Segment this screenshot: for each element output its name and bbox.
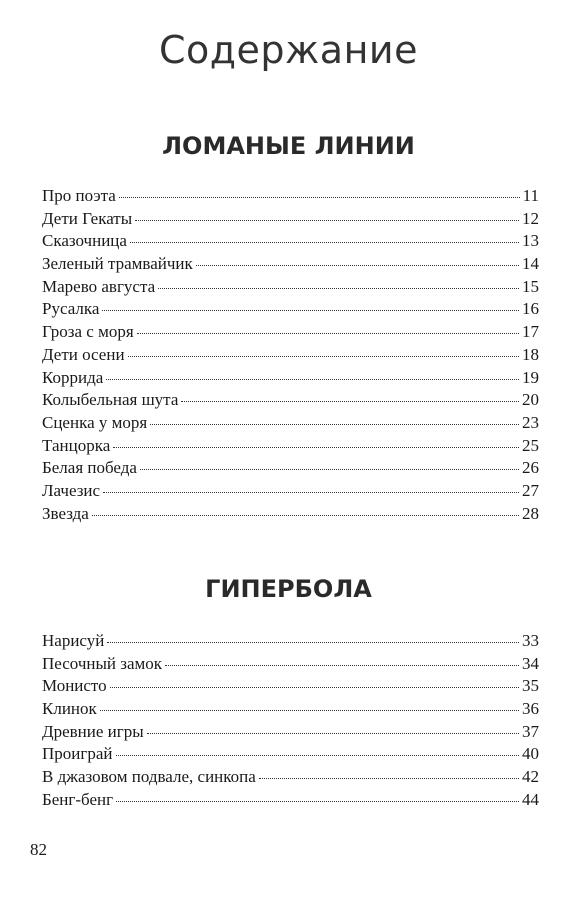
toc-entry-title: Нарисуй <box>42 631 105 650</box>
toc-entry-title: Дети Гекаты <box>42 208 133 228</box>
toc-entry <box>42 743 539 766</box>
toc-entry-page: 36 <box>522 699 539 719</box>
dot-leader <box>100 710 519 711</box>
toc-entry-title: Гроза с моря <box>42 322 134 342</box>
toc-entry <box>42 675 539 698</box>
toc-list-lomanye-linii <box>42 185 539 525</box>
dot-leader <box>181 401 519 402</box>
toc-entry-title: Древние игры <box>42 721 144 741</box>
toc-entry-page: 40 <box>522 744 539 764</box>
page-title: Содержание <box>159 28 418 72</box>
dot-leader <box>92 515 519 516</box>
toc-entry-title: Бенг-бенг <box>42 789 114 809</box>
dot-leader <box>137 333 519 334</box>
toc-entry <box>42 412 539 435</box>
toc-entry-page: 35 <box>522 676 539 696</box>
toc-entry <box>42 789 539 812</box>
toc-entry-page: 13 <box>522 231 539 251</box>
toc-entry-page: 27 <box>522 480 539 500</box>
toc-entry <box>42 185 539 208</box>
toc-entry-page: 37 <box>522 721 539 741</box>
dot-leader <box>128 356 519 357</box>
dot-leader <box>119 197 520 198</box>
page-number: 82 <box>30 840 47 859</box>
toc-entry-title: В джазовом подвале, синкопа <box>42 767 256 787</box>
toc-entry <box>42 276 539 299</box>
section-title-giperbola: ГИПЕРБОЛА <box>205 575 372 603</box>
toc-entry-page: 14 <box>522 254 539 274</box>
toc-entry-page: 19 <box>522 367 539 387</box>
dot-leader <box>165 665 519 666</box>
dot-leader <box>106 379 519 380</box>
toc-entry-title: Лачезис <box>42 480 101 500</box>
toc-entry-page: 25 <box>522 435 539 455</box>
toc-entry <box>42 503 539 526</box>
dot-leader <box>147 733 519 734</box>
toc-entry-page: 11 <box>522 186 539 205</box>
toc-entry-title: Русалка <box>42 299 100 319</box>
toc-entry-page: 33 <box>522 631 539 650</box>
toc-entry-page: 18 <box>522 344 539 364</box>
toc-entry-title: Про поэта <box>42 186 116 205</box>
toc-entry <box>42 480 539 503</box>
toc-entry-title: Монисто <box>42 676 107 696</box>
dot-leader <box>103 492 519 493</box>
toc-entry <box>42 367 539 390</box>
section-title-lomanye-linii: ЛОМАНЫЕ ЛИНИИ <box>162 132 415 160</box>
dot-leader <box>150 424 519 425</box>
dot-leader <box>113 447 519 448</box>
toc-entry <box>42 721 539 744</box>
toc-entry <box>42 298 539 321</box>
toc-entry-page: 12 <box>522 208 539 228</box>
toc-entry-title: Дети осени <box>42 344 125 364</box>
toc-entry <box>42 389 539 412</box>
toc-entry-title: Танцорка <box>42 435 111 455</box>
toc-entry <box>42 208 539 231</box>
dot-leader <box>130 242 519 243</box>
toc-entry-title: Песочный замок <box>42 653 163 673</box>
toc-entry-title: Сценка у моря <box>42 412 148 432</box>
toc-list-giperbola <box>42 630 539 812</box>
dot-leader <box>107 642 519 643</box>
toc-entry-page: 23 <box>522 412 539 432</box>
dot-leader <box>140 469 519 470</box>
toc-entry-page: 16 <box>522 299 539 319</box>
dot-leader <box>158 288 519 289</box>
toc-entry-title: Клинок <box>42 699 97 719</box>
dot-leader <box>135 220 519 221</box>
toc-entry-page: 20 <box>522 390 539 410</box>
dot-leader <box>116 801 519 802</box>
dot-leader <box>116 755 520 756</box>
dot-leader <box>196 265 519 266</box>
toc-entry <box>42 653 539 676</box>
toc-entry-page: 28 <box>522 503 539 523</box>
toc-entry <box>42 321 539 344</box>
toc-entry-title: Звезда <box>42 503 89 523</box>
toc-entry <box>42 457 539 480</box>
toc-entry-title: Сказочница <box>42 231 127 251</box>
toc-entry-page: 34 <box>522 653 539 673</box>
toc-entry-title: Колыбельная шута <box>42 390 179 410</box>
toc-entry-title: Коррида <box>42 367 104 387</box>
toc-entry <box>42 435 539 458</box>
toc-entry <box>42 253 539 276</box>
toc-entry <box>42 230 539 253</box>
toc-entry-page: 26 <box>522 458 539 478</box>
toc-entry <box>42 344 539 367</box>
toc-entry-page: 15 <box>522 276 539 296</box>
toc-entry <box>42 766 539 789</box>
toc-entry-title: Зеленый трамвайчик <box>42 254 193 274</box>
toc-entry-page: 42 <box>522 767 539 787</box>
toc-entry <box>42 630 539 653</box>
toc-entry-title: Проиграй <box>42 744 113 764</box>
dot-leader <box>110 687 519 688</box>
toc-entry-page: 44 <box>522 789 539 809</box>
toc-entry-page: 17 <box>522 322 539 342</box>
dot-leader <box>259 778 519 779</box>
toc-entry <box>42 698 539 721</box>
dot-leader <box>102 310 519 311</box>
toc-entry-title: Марево августа <box>42 276 156 296</box>
toc-entry-title: Белая победа <box>42 458 137 478</box>
